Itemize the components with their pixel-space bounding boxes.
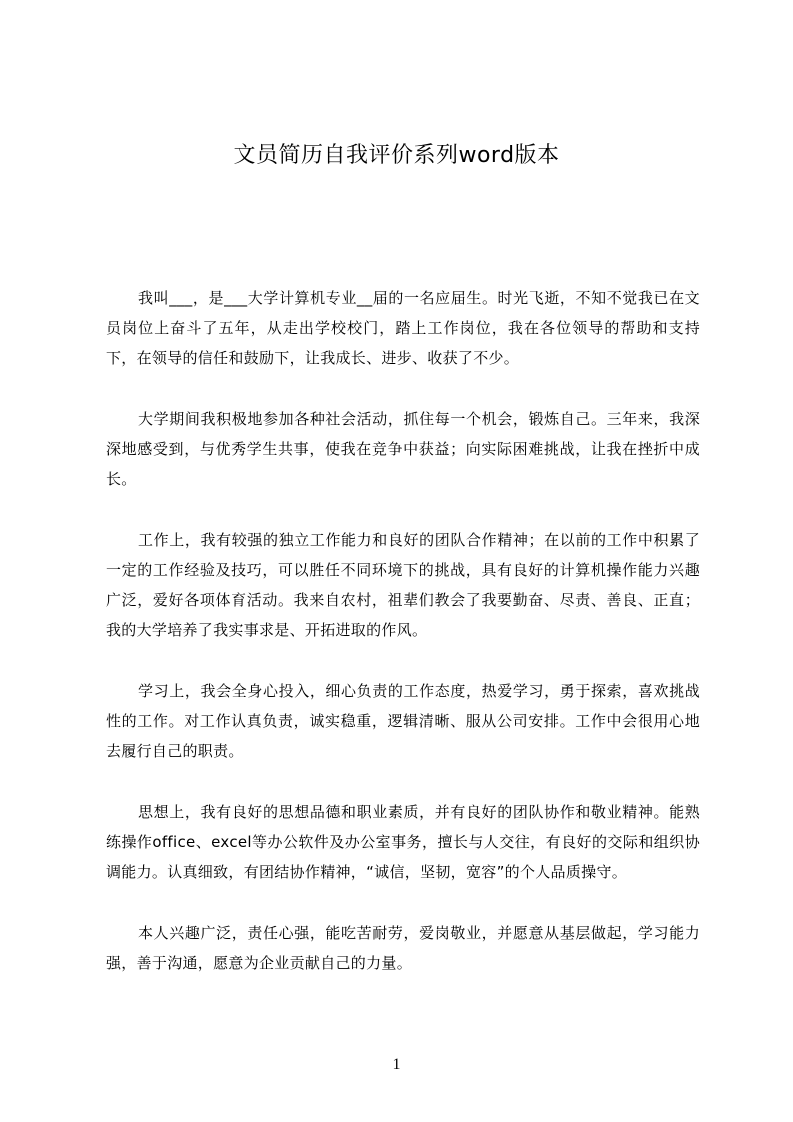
- page-number: 1: [392, 1056, 401, 1073]
- paragraph-study: 学习上，我会全身心投入，细心负责的工作态度，热爱学习，勇于探索，喜欢挑战性的工作。对工作认真负责，诚实稳重，逻辑清晰、服从公司安排。工作中会很用心地去履行自己的职责。: [106, 682, 700, 760]
- paragraph-personal: 本人兴趣广泛，责任心强，能吃苦耐劳，爱岗敬业，并愿意从基层做起，学习能力强，善于沟通，愿意为企业贡献自己的力量。: [106, 924, 700, 972]
- document-title: 文员简历自我评价系列word版本: [233, 143, 560, 168]
- paragraph-introduction: 我叫___，是___大学计算机专业__届的一名应届生。时光飞逝，不知不觉我已在文员岗位上奋斗了五年，从走出学校校门，踏上工作岗位，我在各位领导的帮助和支持下，在领导的信任和鼓励下，让我成长、进步、收获了不少。: [106, 289, 700, 367]
- document-body: [106, 283, 700, 1009]
- paragraph-ideology: 思想上，我有良好的思想品德和职业素质，并有良好的团队协作和敬业精神。能熟练操作office、excel等办公软件及办公室事务，擅长与人交往，有良好的交际和组织协调能力。认真细致，有团结协作精神，“诚信，坚韧，宽容”的个人品质操守。: [106, 803, 700, 881]
- paragraph-university: 大学期间我积极地参加各种社会活动，抓住每一个机会，锻炼自己。三年来，我深深地感受到，与优秀学生共事，使我在竞争中获益；向实际困难挑战，让我在挫折中成长。: [106, 410, 700, 488]
- paragraph-work: 工作上，我有较强的独立工作能力和良好的团队合作精神；在以前的工作中积累了一定的工作经验及技巧，可以胜任不同环境下的挑战，具有良好的计算机操作能力兴趣广泛，爱好各项体育活动。我来自农村，祖辈们教会了我要勤奋、尽责、善良、正直；我的大学培养了我实事求是、开拓进取的作风。: [106, 531, 700, 639]
